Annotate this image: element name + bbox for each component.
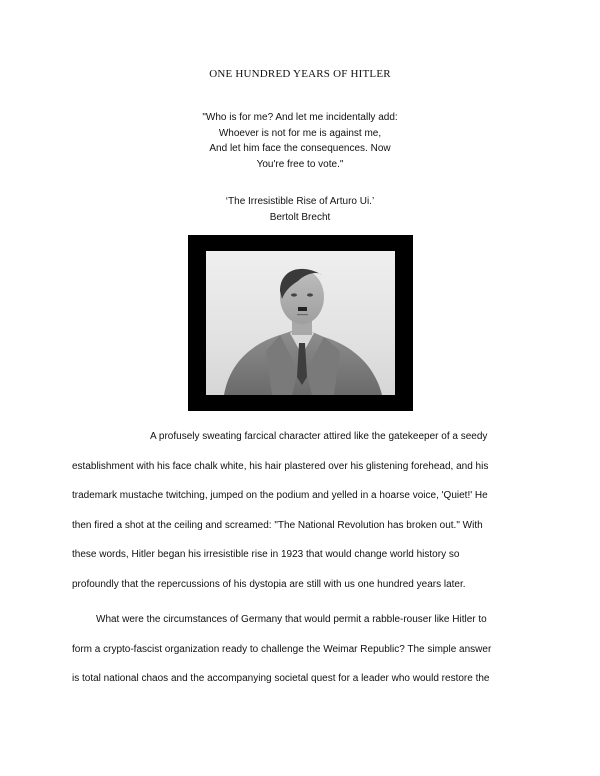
epigraph-line: Whoever is not for me is against me, [218, 127, 382, 139]
paragraph-line: then fired a shot at the ceiling and screamed: "The National Revolution has broken out." With [72, 519, 483, 531]
paragraph-line: A profusely sweating farcical character attired like the gatekeeper of a seedy [150, 431, 488, 442]
paragraph-line: trademark mustache twitching, jumped on the podium and yelled in a hoarse voice, 'Quiet!' He [72, 490, 488, 502]
photo-frame [188, 235, 413, 411]
paragraph-line: What were the circumstances of Germany that would permit a rabble-rouser like Hitler to [96, 614, 487, 625]
epigraph-line: You're free to vote." [256, 158, 344, 170]
epigraph-line: And let him face the consequences. Now [209, 143, 391, 154]
epigraph-line: "Who is for me? And let me incidentally add: [202, 112, 398, 123]
epigraph-quote [0, 110, 600, 172]
paragraph-line: is total national chaos and the accompanying societal quest for a leader who would restore the [72, 673, 490, 685]
paragraph-line: these words, Hitler began his irresistible rise in 1923 that would change world history so [72, 549, 460, 561]
portrait-photo [206, 251, 395, 395]
body-paragraph-1 [72, 422, 528, 600]
paragraph-line: establishment with his face chalk white, his hair plastered over his glistening forehead, and his [72, 460, 489, 472]
paragraph-line: form a crypto-fascist organization ready to challenge the Weimar Republic? The simple answer [72, 643, 492, 655]
portrait-photo-icon [206, 251, 395, 395]
attribution-work: ‘The Irresistible Rise of Arturo Ui.’ [225, 196, 375, 207]
body-paragraph-2 [72, 605, 528, 694]
paragraph-line: profoundly that the repercussions of his dystopia are still with us one hundred years later. [72, 578, 466, 590]
epigraph-attribution [0, 194, 600, 225]
page-title: ONE HUNDRED YEARS OF HITLER [209, 68, 391, 80]
attribution-author: Bertolt Brecht [269, 211, 331, 223]
